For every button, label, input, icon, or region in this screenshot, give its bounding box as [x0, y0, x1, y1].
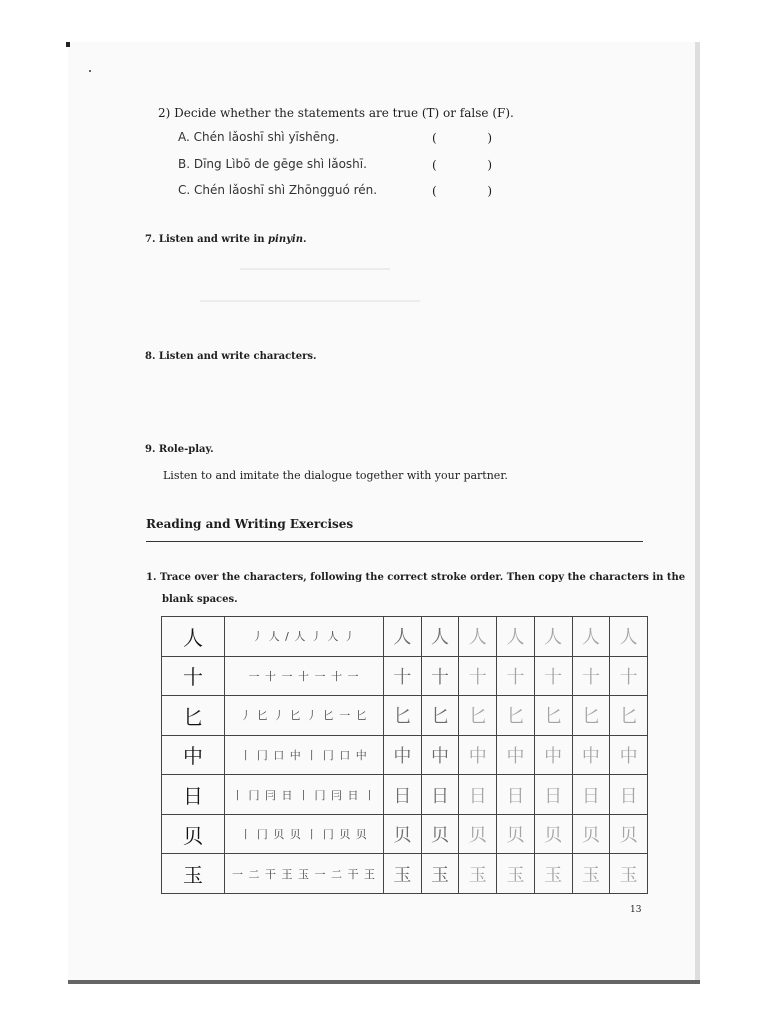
trace-cell[interactable]: 玉: [497, 854, 535, 894]
model-character: 玉: [162, 854, 225, 894]
scan-mark: [66, 42, 70, 47]
trace-cell[interactable]: 贝: [610, 814, 648, 854]
grid-row: [162, 617, 648, 657]
trace-cell[interactable]: 日: [384, 775, 422, 815]
grid-row: [162, 696, 648, 736]
trace-cell[interactable]: 日: [497, 775, 535, 815]
trace-cell[interactable]: 中: [534, 735, 572, 775]
trace-cell[interactable]: 日: [572, 775, 610, 815]
trace-cell[interactable]: 贝: [497, 814, 535, 854]
section-title: Reading and Writing Exercises: [146, 517, 354, 531]
trace-cell[interactable]: 玉: [459, 854, 497, 894]
stroke-order: 丨 冂 口 中 丨 冂 口 中: [225, 735, 384, 775]
scan-speck: [89, 70, 91, 72]
trace-cell[interactable]: 匕: [534, 696, 572, 736]
trace-cell[interactable]: 匕: [421, 696, 459, 736]
trace-cell[interactable]: 玉: [572, 854, 610, 894]
page-number: 13: [630, 905, 642, 915]
trace-cell[interactable]: 中: [421, 735, 459, 775]
question-9-body: Listen to and imitate the dialogue together with your partner.: [163, 469, 508, 482]
grid-row: [162, 814, 648, 854]
trace-cell[interactable]: 人: [572, 617, 610, 657]
question-8-heading: 8. Listen and write characters.: [145, 351, 317, 362]
trace-cell[interactable]: 十: [610, 656, 648, 696]
paren-open: (: [432, 184, 437, 198]
trace-cell[interactable]: 贝: [459, 814, 497, 854]
trace-cell[interactable]: 玉: [534, 854, 572, 894]
answer-blank-a[interactable]: [432, 131, 492, 145]
bleed-through-mark: [240, 268, 390, 270]
trace-cell[interactable]: 日: [421, 775, 459, 815]
exercise-1-instruction-cont: blank spaces.: [162, 594, 238, 605]
question-7-emphasis: pinyin: [268, 234, 303, 245]
trace-cell[interactable]: 中: [459, 735, 497, 775]
stroke-order: 丿 匕 丿 匕 丿 匕 一 匕: [225, 696, 384, 736]
stroke-order: 丨 冂 贝 贝 丨 冂 贝 贝: [225, 814, 384, 854]
trace-cell[interactable]: 十: [384, 656, 422, 696]
trace-cell[interactable]: 中: [572, 735, 610, 775]
exercise-1-instruction: 1. Trace over the characters, following the correct stroke order. Then copy the characters in the: [146, 572, 686, 583]
stroke-order: 丨 冂 冃 日 丨 冂 冃 日 丨: [225, 775, 384, 815]
stroke-order: 一 二 干 王 玉 一 二 干 王: [225, 854, 384, 894]
trace-cell[interactable]: 十: [572, 656, 610, 696]
question-7-prefix: 7. Listen and write in: [145, 234, 269, 245]
trace-cell[interactable]: 中: [497, 735, 535, 775]
page-edge-bottom: [68, 980, 700, 984]
question-2-intro: 2) Decide whether the statements are true (T) or false (F).: [158, 106, 514, 120]
paren-open: (: [432, 158, 437, 172]
trace-cell[interactable]: 十: [459, 656, 497, 696]
trace-cell[interactable]: 人: [610, 617, 648, 657]
trace-cell[interactable]: 贝: [534, 814, 572, 854]
paren-open: (: [432, 131, 437, 145]
trace-cell[interactable]: 玉: [384, 854, 422, 894]
trace-cell[interactable]: 人: [497, 617, 535, 657]
trace-cell[interactable]: 人: [534, 617, 572, 657]
grid-row: [162, 775, 648, 815]
model-character: 中: [162, 735, 225, 775]
statement-c: C. Chén lǎoshī shì Zhōngguó rén.: [178, 183, 378, 197]
section-rule: [146, 541, 643, 542]
grid-row: [162, 735, 648, 775]
character-practice-grid: [161, 616, 648, 894]
trace-cell[interactable]: 人: [384, 617, 422, 657]
grid-row: [162, 656, 648, 696]
model-character: 匕: [162, 696, 225, 736]
paren-close: ): [487, 131, 492, 145]
trace-cell[interactable]: 人: [459, 617, 497, 657]
paren-close: ): [487, 158, 492, 172]
stroke-order: 丿 人 / 人 丿 人 丿: [225, 617, 384, 657]
trace-cell[interactable]: 十: [534, 656, 572, 696]
grid-row: [162, 854, 648, 894]
trace-cell[interactable]: 玉: [610, 854, 648, 894]
trace-cell[interactable]: 匕: [459, 696, 497, 736]
question-9-heading: 9. Role-play.: [145, 444, 214, 455]
trace-cell[interactable]: 十: [497, 656, 535, 696]
trace-cell[interactable]: 匕: [572, 696, 610, 736]
model-character: 贝: [162, 814, 225, 854]
question-7-heading: [145, 234, 306, 245]
bleed-through-mark: [200, 300, 420, 302]
model-character: 人: [162, 617, 225, 657]
statement-b: B. Dīng Lìbō de gēge shì lǎoshī.: [178, 157, 367, 171]
trace-cell[interactable]: 十: [421, 656, 459, 696]
answer-blank-b[interactable]: [432, 158, 492, 172]
model-character: 日: [162, 775, 225, 815]
trace-cell[interactable]: 贝: [384, 814, 422, 854]
trace-cell[interactable]: 日: [459, 775, 497, 815]
question-7-suffix: .: [302, 234, 307, 245]
trace-cell[interactable]: 匕: [610, 696, 648, 736]
trace-cell[interactable]: 匕: [497, 696, 535, 736]
model-character: 十: [162, 656, 225, 696]
statement-a: A. Chén lǎoshī shì yīshēng.: [178, 130, 340, 144]
page-edge-right: [695, 42, 700, 982]
answer-blank-c[interactable]: [432, 184, 492, 198]
stroke-order: 一 十 一 十 一 十 一: [225, 656, 384, 696]
trace-cell[interactable]: 玉: [421, 854, 459, 894]
trace-cell[interactable]: 人: [421, 617, 459, 657]
paren-close: ): [487, 184, 492, 198]
trace-cell[interactable]: 匕: [384, 696, 422, 736]
trace-cell[interactable]: 中: [610, 735, 648, 775]
trace-cell[interactable]: 日: [534, 775, 572, 815]
trace-cell[interactable]: 贝: [421, 814, 459, 854]
trace-cell[interactable]: 贝: [572, 814, 610, 854]
trace-cell[interactable]: 中: [384, 735, 422, 775]
trace-cell[interactable]: 日: [610, 775, 648, 815]
